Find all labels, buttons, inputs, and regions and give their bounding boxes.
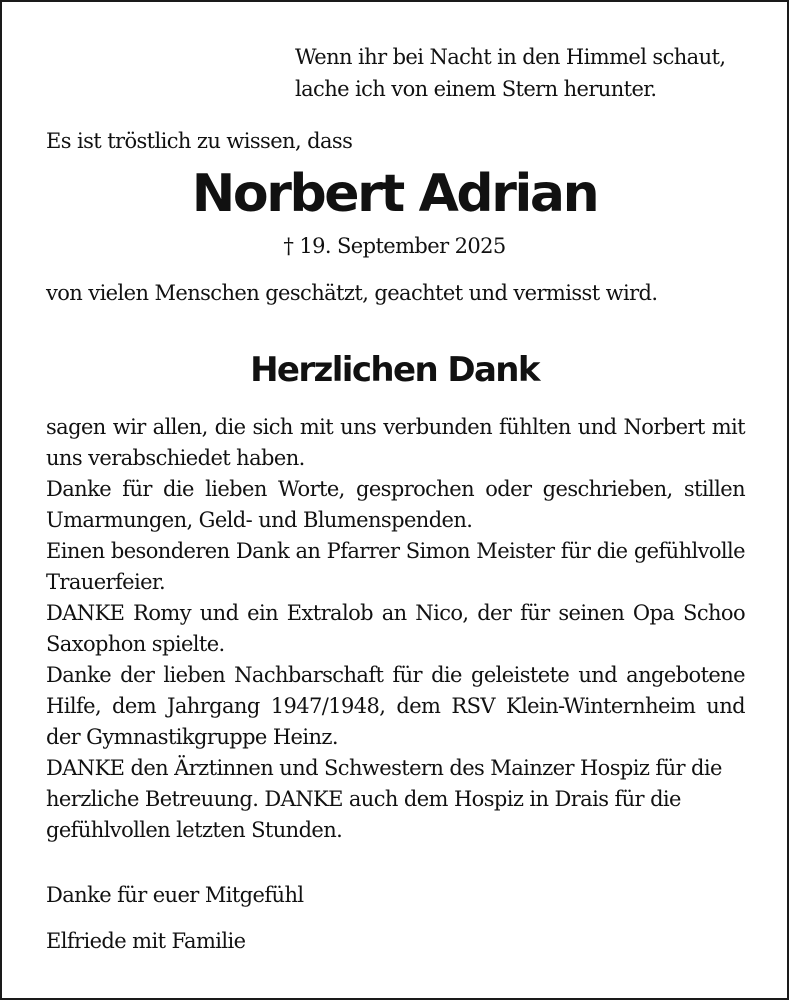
thanks-paragraph: Danke der lieben Nachbarschaft für die geleistete und angebotene Hilfe, dem Jahrgang 1947/1948, dem RSV Klein-Winternheim und der Gymnastikgruppe Heinz.	[46, 663, 745, 749]
intro-text: Es ist tröstlich zu wissen, dass	[46, 129, 353, 153]
death-date: † 19. September 2025	[283, 234, 506, 258]
tribute-text: von vielen Menschen geschätzt, geachtet und vermisst wird.	[46, 281, 658, 305]
thanks-paragraph: Einen besonderen Dank an Pfarrer Simon Meister für die gefühlvolle Trauerfeier.	[46, 539, 745, 594]
motto-line-1: Wenn ihr bei Nacht in den Himmel schaut,	[295, 45, 726, 69]
motto-line-2: lache ich von einem Stern herunter.	[295, 77, 657, 101]
thanks-paragraph: DANKE den Ärztinnen und Schwestern des Mainzer Hospiz für die herzliche Betreuung. DANKE auch dem Hospiz in Drais für die gefühlvollen letzten Stunden.	[46, 756, 722, 842]
thanks-body	[46, 412, 745, 846]
signature: Elfriede mit Familie	[46, 929, 246, 953]
thanks-paragraph: DANKE Romy und ein Extralob an Nico, der für seinen Opa Schoo Saxophon spielte.	[46, 601, 745, 656]
deceased-name: Norbert Adrian	[191, 164, 598, 224]
thanks-paragraph: sagen wir allen, die sich mit uns verbunden fühlten und Norbert mit uns verabschiedet haben.	[46, 415, 745, 470]
closing-line: Danke für euer Mitgefühl	[46, 883, 304, 907]
thanks-heading: Herzlichen Dank	[250, 350, 539, 390]
thanks-paragraph: Danke für die lieben Worte, gesprochen oder geschrieben, stillen Umarmungen, Geld- und Blumenspenden.	[46, 477, 745, 532]
